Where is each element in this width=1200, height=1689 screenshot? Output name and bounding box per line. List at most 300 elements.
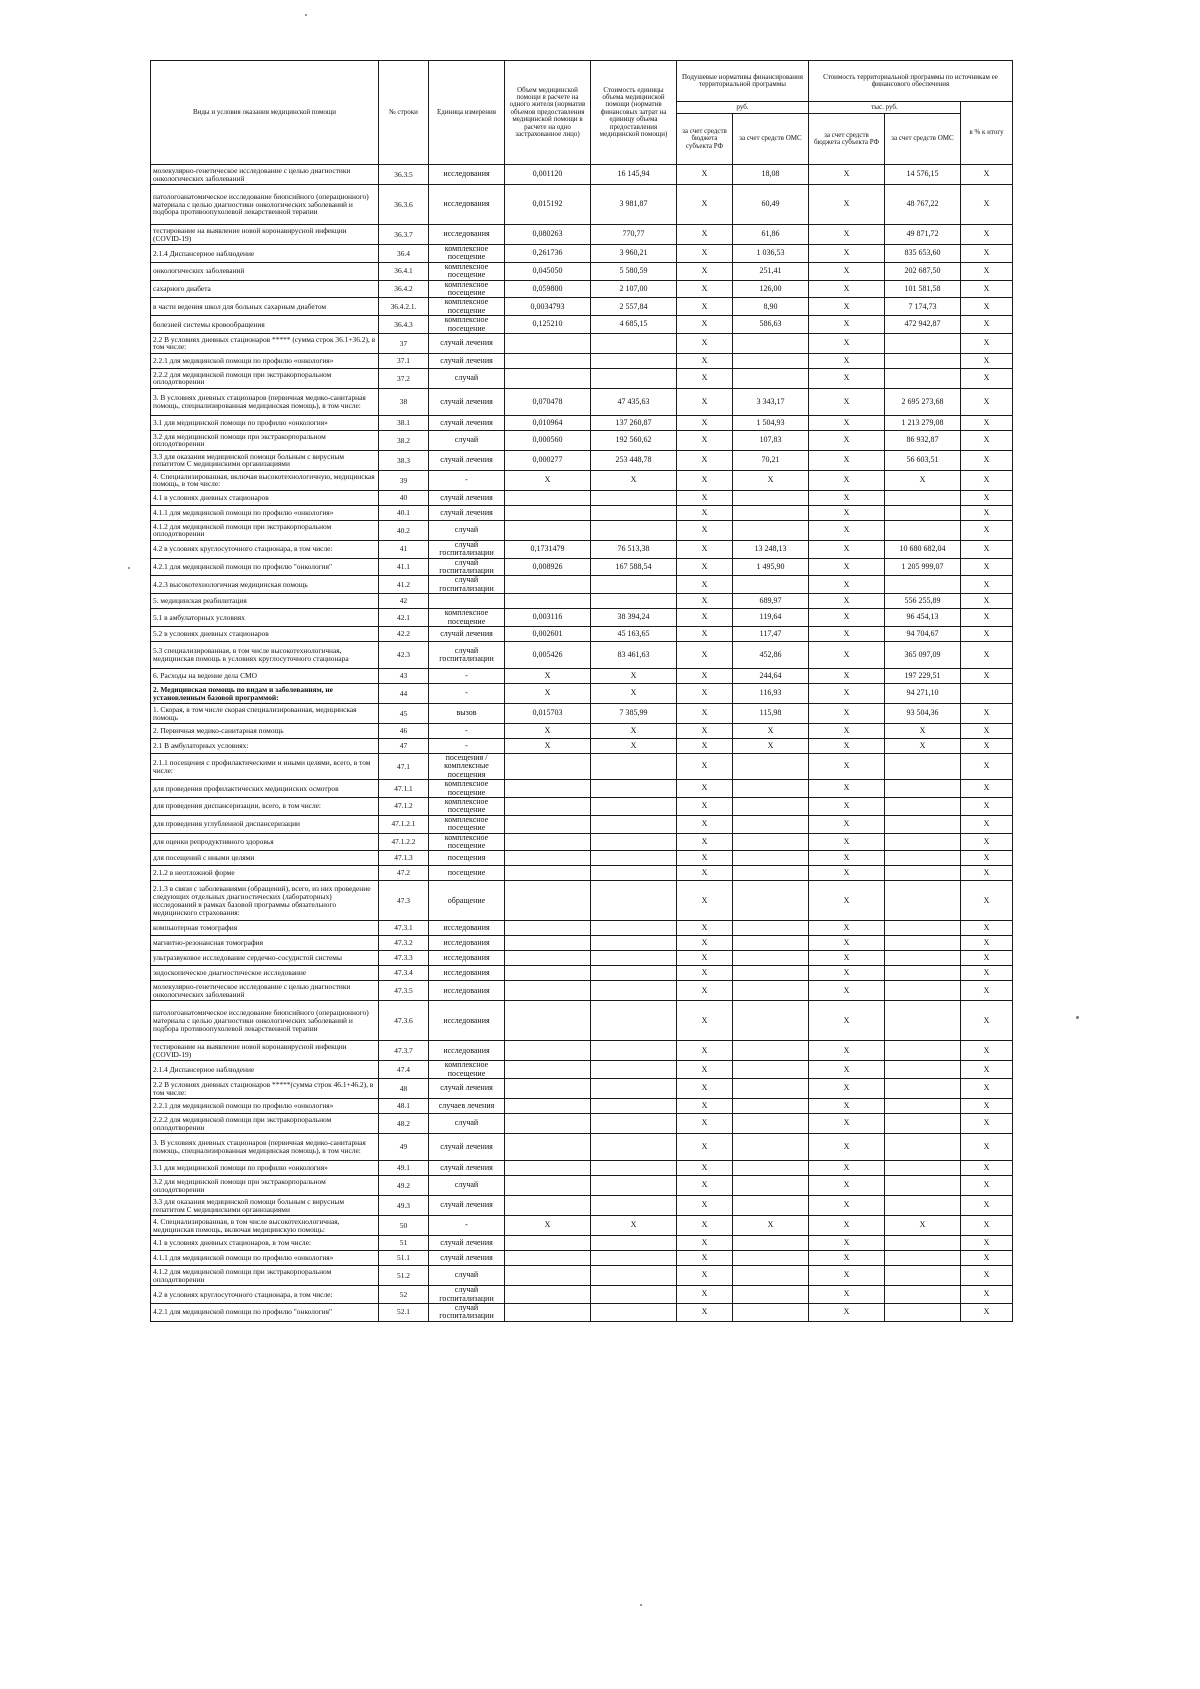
row-norm-oms: 18,08 (733, 165, 809, 185)
row-percent (961, 684, 1013, 704)
table-row (151, 669, 1013, 684)
row-norm-budget: X (677, 415, 733, 430)
row-description: 3.2 для медицинской помощи при экстракорпоральном оплодотворении (151, 430, 379, 450)
row-description: тестирование на выявление новой коронавирусной инфекции (COVID-19) (151, 1041, 379, 1061)
row-volume: 0,000560 (505, 430, 591, 450)
row-cost-oms: 556 255,89 (885, 594, 961, 609)
row-description: 2.2.1 для медицинской помощи по профилю «онкология» (151, 353, 379, 368)
row-description: 2.1 В амбулаторных условиях: (151, 739, 379, 754)
header-percent: в % к итогу (961, 102, 1013, 165)
row-norm-budget: X (677, 388, 733, 415)
row-unit: - (429, 1216, 505, 1236)
table-row (151, 684, 1013, 704)
row-norm-oms (733, 1303, 809, 1321)
row-percent: X (961, 669, 1013, 684)
table-body (151, 165, 1013, 1322)
row-cost-oms: 96 454,13 (885, 609, 961, 627)
row-norm-budget: X (677, 430, 733, 450)
row-unit-cost (591, 966, 677, 981)
row-volume: 0,010964 (505, 415, 591, 430)
row-cost-oms (885, 981, 961, 1001)
row-cost-oms (885, 1114, 961, 1134)
row-cost-budget: X (809, 450, 885, 470)
row-cost-oms (885, 368, 961, 388)
row-percent: X (961, 921, 1013, 936)
row-number: 48 (379, 1079, 429, 1099)
row-cost-oms: 94 271,10 (885, 684, 961, 704)
row-norm-budget: X (677, 684, 733, 704)
row-percent: X (961, 1176, 1013, 1196)
row-volume (505, 1061, 591, 1079)
row-unit-cost (591, 576, 677, 594)
row-volume (505, 1236, 591, 1251)
row-percent: X (961, 609, 1013, 627)
row-percent: X (961, 1303, 1013, 1321)
row-cost-budget: X (809, 540, 885, 558)
row-volume (505, 833, 591, 851)
row-volume (505, 490, 591, 505)
row-unit: случай лечения (429, 1161, 505, 1176)
row-unit: обращение (429, 881, 505, 921)
row-norm-budget: X (677, 333, 733, 353)
row-description: в части ведения школ для больных сахарным диабетом (151, 298, 379, 316)
row-unit-cost: X (591, 739, 677, 754)
row-cost-oms (885, 505, 961, 520)
row-volume (505, 797, 591, 815)
row-description: 4.1 в условиях дневных стационаров (151, 490, 379, 505)
row-description: 5.3 специализированная, в том числе высокотехнологичная, медицинская помощь в условиях круглосуточного стационара (151, 642, 379, 669)
row-volume (505, 881, 591, 921)
row-description: патологоанатомическое исследование биопсийного (операционного) материала с целью диагностики онкологических заболеваний и подбора противоопухолевой лекарственной терапии (151, 1001, 379, 1041)
row-unit: комплексное посещение (429, 609, 505, 627)
row-unit-cost: 167 588,54 (591, 558, 677, 576)
row-cost-budget: X (809, 1099, 885, 1114)
row-volume (505, 1303, 591, 1321)
row-cost-budget: X (809, 505, 885, 520)
row-cost-oms (885, 1251, 961, 1266)
row-norm-budget: X (677, 225, 733, 245)
row-volume (505, 951, 591, 966)
row-norm-budget: X (677, 558, 733, 576)
row-norm-budget: X (677, 669, 733, 684)
row-description: 2. Медицинская помощь по видам и заболеваниям, не установленным базовой программой: (151, 684, 379, 704)
row-norm-oms (733, 866, 809, 881)
row-norm-budget: X (677, 450, 733, 470)
row-cost-oms (885, 353, 961, 368)
table-row (151, 642, 1013, 669)
table-row (151, 368, 1013, 388)
row-norm-oms: X (733, 739, 809, 754)
row-percent: X (961, 430, 1013, 450)
row-unit: исследования (429, 921, 505, 936)
row-description: магнитно-резонансная томография (151, 936, 379, 951)
row-number: 36.4.3 (379, 316, 429, 334)
row-norm-oms: 119,64 (733, 609, 809, 627)
row-volume (505, 1286, 591, 1304)
row-norm-oms: 70,21 (733, 450, 809, 470)
row-cost-budget: X (809, 1041, 885, 1061)
row-cost-budget: X (809, 866, 885, 881)
row-description: 2. Первичная медико-санитарная помощь (151, 724, 379, 739)
row-cost-budget: X (809, 245, 885, 263)
table-row (151, 388, 1013, 415)
row-percent: X (961, 1266, 1013, 1286)
row-number: 36.4 (379, 245, 429, 263)
row-cost-oms (885, 1236, 961, 1251)
row-volume (505, 333, 591, 353)
row-unit-cost (591, 1303, 677, 1321)
row-description: тестирование на выявление новой коронавирусной инфекции (COVID-19) (151, 225, 379, 245)
table-row (151, 866, 1013, 881)
row-number: 36.4.2.1. (379, 298, 429, 316)
row-cost-budget: X (809, 1303, 885, 1321)
row-norm-oms (733, 754, 809, 780)
row-number: 47.1.2 (379, 797, 429, 815)
row-cost-budget: X (809, 627, 885, 642)
row-volume: 0,002601 (505, 627, 591, 642)
row-norm-budget: X (677, 1161, 733, 1176)
row-cost-budget: X (809, 368, 885, 388)
row-number: 36.3.6 (379, 185, 429, 225)
row-norm-budget: X (677, 609, 733, 627)
row-unit: случай (429, 1176, 505, 1196)
row-norm-oms (733, 368, 809, 388)
row-description: 2.1.4 Диспансерное наблюдение (151, 1061, 379, 1079)
row-description: для посещений с иными целями (151, 851, 379, 866)
row-unit: исследования (429, 185, 505, 225)
row-number: 37 (379, 333, 429, 353)
row-cost-budget: X (809, 316, 885, 334)
row-description: 3.1 для медицинской помощи по профилю «онкология» (151, 415, 379, 430)
row-percent: X (961, 505, 1013, 520)
table-row (151, 833, 1013, 851)
program-cost-table (150, 60, 1013, 1322)
row-cost-budget: X (809, 754, 885, 780)
row-norm-budget: X (677, 936, 733, 951)
row-norm-oms (733, 353, 809, 368)
row-percent: X (961, 558, 1013, 576)
row-percent: X (961, 1134, 1013, 1161)
row-unit-cost (591, 780, 677, 798)
row-unit: - (429, 684, 505, 704)
table-row (151, 333, 1013, 353)
row-unit: исследования (429, 165, 505, 185)
row-unit: комплексное посещение (429, 316, 505, 334)
row-norm-budget: X (677, 185, 733, 225)
row-unit-cost: 192 560,62 (591, 430, 677, 450)
row-norm-oms (733, 936, 809, 951)
row-cost-oms (885, 1061, 961, 1079)
row-cost-budget: X (809, 1236, 885, 1251)
row-percent: X (961, 627, 1013, 642)
table-row (151, 490, 1013, 505)
row-description: 4.1.2 для медицинской помощи при экстракорпоральном оплодотворении (151, 1266, 379, 1286)
row-number: 36.3.5 (379, 165, 429, 185)
row-description: 2.1.3 в связи с заболеваниями (обращений), всего, из них проведение следующих отдельных диагностических (лабораторных) исследований в рамках базовой программы обязательного медицинского страхования: (151, 881, 379, 921)
row-norm-budget: X (677, 316, 733, 334)
row-description: молекулярно-генетическое исследование с целью диагностики онкологических заболеваний (151, 165, 379, 185)
row-unit: комплексное посещение (429, 262, 505, 280)
row-percent: X (961, 1161, 1013, 1176)
row-cost-oms: 2 695 273,68 (885, 388, 961, 415)
row-volume: 0,1731479 (505, 540, 591, 558)
table-row (151, 1176, 1013, 1196)
row-volume (505, 505, 591, 520)
row-unit-cost (591, 368, 677, 388)
row-norm-oms: 3 343,17 (733, 388, 809, 415)
row-volume: X (505, 684, 591, 704)
row-number: 42.3 (379, 642, 429, 669)
row-unit-cost (591, 1161, 677, 1176)
row-norm-budget: X (677, 866, 733, 881)
row-description: 4.1 в условиях дневных стационаров, в том числе: (151, 1236, 379, 1251)
row-volume: 0,008926 (505, 558, 591, 576)
row-norm-oms (733, 1251, 809, 1266)
row-volume (505, 754, 591, 780)
table-row (151, 540, 1013, 558)
row-number: 46 (379, 724, 429, 739)
row-unit-cost: 16 145,94 (591, 165, 677, 185)
row-percent: X (961, 1099, 1013, 1114)
row-cost-budget: X (809, 1286, 885, 1304)
row-cost-oms (885, 833, 961, 851)
row-unit: случай госпитализации (429, 576, 505, 594)
row-description: 3.1 для медицинской помощи по профилю «онкология» (151, 1161, 379, 1176)
row-description: 2.1.1 посещения с профилактическими и иными целями, всего, в том числе: (151, 754, 379, 780)
row-unit: комплексное посещение (429, 1061, 505, 1079)
row-unit: исследования (429, 1001, 505, 1041)
row-description: для проведения профилактических медицинских осмотров (151, 780, 379, 798)
row-number: 48.2 (379, 1114, 429, 1134)
row-volume (505, 1176, 591, 1196)
row-norm-budget: X (677, 739, 733, 754)
row-unit: случай лечения (429, 353, 505, 368)
row-volume (505, 1001, 591, 1041)
row-unit-cost: 83 461,63 (591, 642, 677, 669)
row-norm-oms: 251,41 (733, 262, 809, 280)
row-cost-budget: X (809, 1001, 885, 1041)
row-number: 47.1.1 (379, 780, 429, 798)
row-norm-budget: X (677, 815, 733, 833)
row-cost-oms: X (885, 470, 961, 490)
row-unit-cost: 7 385,99 (591, 704, 677, 724)
row-description: 2.1.2 в неотложной форме (151, 866, 379, 881)
row-norm-budget: X (677, 165, 733, 185)
table-row (151, 298, 1013, 316)
row-percent: X (961, 280, 1013, 298)
row-number: 47.4 (379, 1061, 429, 1079)
row-norm-oms: X (733, 724, 809, 739)
row-unit: - (429, 724, 505, 739)
row-unit-cost: 2 107,00 (591, 280, 677, 298)
row-norm-oms: X (733, 1216, 809, 1236)
row-number: 36.4.2 (379, 280, 429, 298)
row-norm-oms: 1 495,90 (733, 558, 809, 576)
row-unit-cost (591, 815, 677, 833)
row-description: 3. В условиях дневных стационаров (первичная медико-санитарная помощь, специализированная медицинская помощь), в том числе: (151, 1134, 379, 1161)
row-norm-budget: X (677, 1079, 733, 1099)
row-percent: X (961, 353, 1013, 368)
row-cost-budget: X (809, 936, 885, 951)
row-number: 47.3 (379, 881, 429, 921)
row-unit: исследования (429, 966, 505, 981)
row-cost-oms (885, 951, 961, 966)
row-description: эндоскопическое диагностическое исследование (151, 966, 379, 981)
row-volume (505, 981, 591, 1001)
table-row (151, 280, 1013, 298)
row-volume: 0,080263 (505, 225, 591, 245)
row-unit-cost (591, 1079, 677, 1099)
row-unit-cost (591, 1266, 677, 1286)
row-cost-oms (885, 797, 961, 815)
row-number: 47.3.1 (379, 921, 429, 936)
row-unit: случай госпитализации (429, 1286, 505, 1304)
row-number: 38 (379, 388, 429, 415)
row-cost-oms: 202 687,50 (885, 262, 961, 280)
row-unit-cost (591, 951, 677, 966)
row-norm-budget: X (677, 280, 733, 298)
row-cost-oms: 7 174,73 (885, 298, 961, 316)
row-cost-budget: X (809, 353, 885, 368)
row-number: 47.1.2.2 (379, 833, 429, 851)
row-percent: X (961, 815, 1013, 833)
row-unit-cost (591, 1061, 677, 1079)
row-cost-oms: 93 504,36 (885, 704, 961, 724)
row-norm-oms (733, 833, 809, 851)
row-volume: 0,015192 (505, 185, 591, 225)
table-row (151, 797, 1013, 815)
header-thous-rub: тыс. руб. (809, 102, 961, 114)
row-number: 47.3.4 (379, 966, 429, 981)
row-volume (505, 520, 591, 540)
row-cost-budget: X (809, 576, 885, 594)
row-percent: X (961, 415, 1013, 430)
row-unit-cost (591, 754, 677, 780)
row-description: 4.2.1 для медицинской помощи по профилю "онкология" (151, 1303, 379, 1321)
row-norm-oms: 1 036,53 (733, 245, 809, 263)
header-norm-oms: за счет средств ОМС (733, 114, 809, 165)
table-row (151, 576, 1013, 594)
row-percent: X (961, 1216, 1013, 1236)
row-description: 4.2 в условиях круглосуточного стационара, в том числе: (151, 1286, 379, 1304)
row-description: патологоанатомическое исследование биопсийного (операционного) материала с целью диагностики онкологических заболеваний и подбора противоопухолевой лекарственной терапии (151, 185, 379, 225)
row-norm-oms: 452,86 (733, 642, 809, 669)
row-norm-budget: X (677, 951, 733, 966)
row-percent: X (961, 981, 1013, 1001)
row-norm-budget: X (677, 594, 733, 609)
row-number: 52.1 (379, 1303, 429, 1321)
row-unit (429, 594, 505, 609)
table-row (151, 966, 1013, 981)
row-cost-oms: X (885, 1216, 961, 1236)
row-number: 47.3.6 (379, 1001, 429, 1041)
row-number: 40.2 (379, 520, 429, 540)
row-description: 3.3 для оказания медицинской помощи больным с вирусным гепатитом С медицинскими организациями (151, 1196, 379, 1216)
row-number: 51 (379, 1236, 429, 1251)
row-percent: X (961, 1236, 1013, 1251)
row-unit: случай (429, 1114, 505, 1134)
row-description: 4.2.1 для медицинской помощи по профилю "онкология" (151, 558, 379, 576)
row-cost-budget: X (809, 1114, 885, 1134)
row-unit-cost (591, 333, 677, 353)
row-norm-oms (733, 1114, 809, 1134)
row-description: 3. В условиях дневных стационаров (первичная медико-санитарная помощь, специализированная медицинская помощь), в том числе: (151, 388, 379, 415)
header-unit-cost: Стоимость единицы объема медицинской помощи (норматив финансовых затрат на единицу объема предоставления медицинской помощи) (591, 61, 677, 165)
row-number: 41 (379, 540, 429, 558)
row-cost-budget: X (809, 225, 885, 245)
row-norm-budget: X (677, 262, 733, 280)
row-norm-oms: 8,90 (733, 298, 809, 316)
row-cost-budget: X (809, 739, 885, 754)
row-norm-budget: X (677, 1176, 733, 1196)
row-unit: исследования (429, 225, 505, 245)
row-percent: X (961, 724, 1013, 739)
table-row (151, 851, 1013, 866)
row-norm-oms (733, 1134, 809, 1161)
row-percent: X (961, 1041, 1013, 1061)
table-row (151, 921, 1013, 936)
row-unit-cost (591, 505, 677, 520)
row-unit-cost: 38 394,24 (591, 609, 677, 627)
row-description: сахарного диабета (151, 280, 379, 298)
row-percent: X (961, 642, 1013, 669)
row-unit: комплексное посещение (429, 815, 505, 833)
row-unit: посещения (429, 851, 505, 866)
row-unit: случай лечения (429, 627, 505, 642)
row-norm-oms (733, 966, 809, 981)
table-row (151, 627, 1013, 642)
row-norm-oms: 689,97 (733, 594, 809, 609)
row-cost-budget: X (809, 1216, 885, 1236)
row-volume: 0,070478 (505, 388, 591, 415)
row-cost-oms: X (885, 724, 961, 739)
row-cost-oms (885, 520, 961, 540)
row-percent: X (961, 866, 1013, 881)
row-volume (505, 1266, 591, 1286)
header-rub: руб. (677, 102, 809, 114)
row-unit: комплексное посещение (429, 833, 505, 851)
row-description: 4.1.1 для медицинской помощи по профилю «онкология» (151, 505, 379, 520)
row-percent: X (961, 1114, 1013, 1134)
row-cost-budget: X (809, 797, 885, 815)
row-cost-budget: X (809, 669, 885, 684)
row-description: 2.1.4 Диспансерное наблюдение (151, 245, 379, 263)
row-norm-oms (733, 1236, 809, 1251)
row-volume (505, 1099, 591, 1114)
row-volume (505, 921, 591, 936)
row-volume (505, 1251, 591, 1266)
row-cost-budget: X (809, 520, 885, 540)
row-unit-cost: X (591, 470, 677, 490)
row-unit: случай (429, 430, 505, 450)
row-norm-oms (733, 1001, 809, 1041)
row-norm-budget: X (677, 1251, 733, 1266)
row-percent: X (961, 333, 1013, 353)
row-norm-oms: 61,86 (733, 225, 809, 245)
row-cost-budget: X (809, 1176, 885, 1196)
row-number: 41.2 (379, 576, 429, 594)
row-volume: X (505, 669, 591, 684)
row-description: молекулярно-генетическое исследование с целью диагностики онкологических заболеваний (151, 981, 379, 1001)
row-unit-cost: 45 163,65 (591, 627, 677, 642)
row-number: 42.2 (379, 627, 429, 642)
row-description: 2.2 В условиях дневных стационаров *****(сумма строк 46.1+46.2), в том числе: (151, 1079, 379, 1099)
row-cost-oms: 48 767,22 (885, 185, 961, 225)
row-cost-oms (885, 866, 961, 881)
row-percent: X (961, 1061, 1013, 1079)
row-cost-budget: X (809, 470, 885, 490)
table-row (151, 1161, 1013, 1176)
